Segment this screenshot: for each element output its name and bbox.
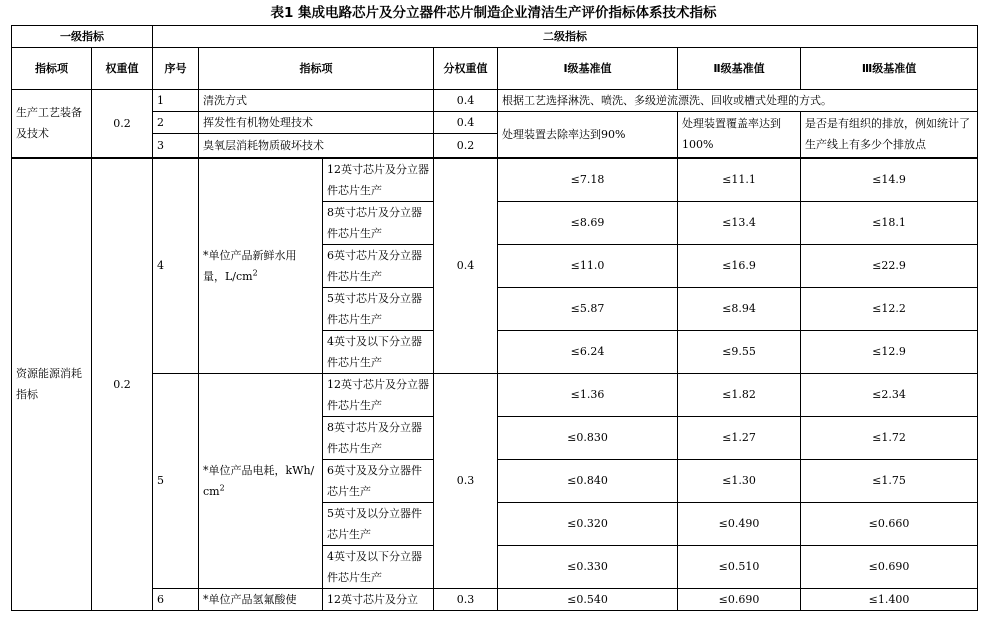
grade1-cell: ≤11.0	[498, 244, 678, 287]
header-weight: 权重值	[92, 48, 153, 90]
seq-cell: 6	[153, 588, 199, 610]
merged-grade-cell: 根据工艺选择淋洗、喷洗、多级逆流漂洗、回收或槽式处理的方式。	[498, 90, 978, 112]
header-row-1	[12, 26, 978, 48]
grade3-cell: 是否是有组织的排放，例如统计了生产线上有多少个排放点	[801, 112, 978, 158]
seq-cell: 1	[153, 90, 199, 112]
grade2-cell: ≤9.55	[678, 330, 801, 373]
item-cell	[199, 373, 323, 588]
grade1-cell: ≤1.36	[498, 373, 678, 416]
item-cell	[199, 158, 323, 374]
table-title: 表1 集成电路芯片及分立器件芯片制造企业清洁生产评价指标体系技术指标	[270, 5, 717, 21]
header-sub-weight: 分权重值	[434, 48, 498, 90]
sub-item-cell: 12英寸芯片及分立器件芯片生产	[323, 158, 434, 202]
header-sub-indicator: 指标项	[199, 48, 434, 90]
sub-weight-cell: 0.4	[434, 112, 498, 134]
grade1-cell: ≤5.87	[498, 287, 678, 330]
grade1-cell: ≤6.24	[498, 330, 678, 373]
sub-weight-cell: 0.2	[434, 134, 498, 158]
table-row	[12, 158, 978, 202]
grade2-cell: ≤0.510	[678, 545, 801, 588]
grade3-cell: ≤1.75	[801, 459, 978, 502]
grade1-cell: ≤8.69	[498, 201, 678, 244]
grade3-cell: ≤1.400	[801, 588, 978, 610]
grade3-cell: ≤2.34	[801, 373, 978, 416]
grade2-cell: ≤0.490	[678, 502, 801, 545]
grade1-cell: ≤0.540	[498, 588, 678, 610]
grade2-cell: ≤1.27	[678, 416, 801, 459]
header-grade1: Ⅰ级基准值	[498, 48, 678, 90]
header-level2: 二级指标	[153, 26, 978, 48]
indicator-table	[11, 25, 978, 611]
header-row-2	[12, 48, 978, 90]
header-indicator: 指标项	[12, 48, 92, 90]
item-cell: 挥发性有机物处理技术	[199, 112, 434, 134]
grade1-cell: ≤7.18	[498, 158, 678, 202]
seq-cell: 3	[153, 134, 199, 158]
grade3-cell: ≤0.660	[801, 502, 978, 545]
grade3-cell: ≤12.9	[801, 330, 978, 373]
grade3-cell: ≤14.9	[801, 158, 978, 202]
table-row	[12, 112, 978, 134]
item-cell: 清洗方式	[199, 90, 434, 112]
group-name: 资源能源消耗指标	[12, 158, 92, 611]
group-weight: 0.2	[92, 90, 153, 158]
item-cell: *单位产品氢氟酸使	[199, 588, 323, 610]
sub-item-cell: 6英寸及及分立器件芯片生产	[323, 459, 434, 502]
grade2-cell: ≤8.94	[678, 287, 801, 330]
table-row	[12, 373, 978, 416]
table-row	[12, 90, 978, 112]
grade3-cell: ≤12.2	[801, 287, 978, 330]
superscript: 2	[252, 267, 258, 277]
grade2-cell: ≤0.690	[678, 588, 801, 610]
grade3-cell: ≤1.72	[801, 416, 978, 459]
grade2-cell: ≤16.9	[678, 244, 801, 287]
sub-item-cell: 8英寸芯片及分立器件芯片生产	[323, 416, 434, 459]
item-cell: 臭氧层消耗物质破坏技术	[199, 134, 434, 158]
grade3-cell: ≤22.9	[801, 244, 978, 287]
header-seq: 序号	[153, 48, 199, 90]
grade1-cell: ≤0.330	[498, 545, 678, 588]
grade1-cell: ≤0.840	[498, 459, 678, 502]
seq-cell: 5	[153, 373, 199, 588]
header-grade2: Ⅱ级基准值	[678, 48, 801, 90]
grade3-cell: ≤18.1	[801, 201, 978, 244]
sub-item-cell: 12英寸芯片及分立器件芯片生产	[323, 373, 434, 416]
table-row	[12, 588, 978, 610]
grade2-cell: ≤1.82	[678, 373, 801, 416]
superscript: 2	[219, 482, 225, 492]
grade2-cell: 处理装置覆盖率达到100%	[678, 112, 801, 158]
header-level1: 一级指标	[12, 26, 153, 48]
grade1-cell: 处理装置去除率达到90%	[498, 112, 678, 158]
sub-item-cell: 6英寸芯片及分立器件芯片生产	[323, 244, 434, 287]
sub-weight-cell: 0.3	[434, 588, 498, 610]
item-name: *单位产品电耗，kWh/ cm	[203, 463, 315, 498]
grade1-cell: ≤0.830	[498, 416, 678, 459]
grade1-cell: ≤0.320	[498, 502, 678, 545]
sub-weight-cell: 0.3	[434, 373, 498, 588]
seq-cell: 2	[153, 112, 199, 134]
group-weight: 0.2	[92, 158, 153, 611]
grade2-cell: ≤11.1	[678, 158, 801, 202]
sub-item-cell: 5英寸芯片及分立器件芯片生产	[323, 287, 434, 330]
seq-cell: 4	[153, 158, 199, 374]
header-grade3: Ⅲ级基准值	[801, 48, 978, 90]
grade2-cell: ≤1.30	[678, 459, 801, 502]
sub-item-cell: 4英寸及以下分立器件芯片生产	[323, 545, 434, 588]
sub-weight-cell: 0.4	[434, 90, 498, 112]
item-name: *单位产品新鲜水用量，L/cm	[203, 248, 297, 283]
group-name: 生产工艺装备及技术	[12, 90, 92, 158]
sub-item-cell: 8英寸芯片及分立器件芯片生产	[323, 201, 434, 244]
grade3-cell: ≤0.690	[801, 545, 978, 588]
grade2-cell: ≤13.4	[678, 201, 801, 244]
sub-item-cell: 5英寸及以分立器件芯片生产	[323, 502, 434, 545]
sub-item-cell: 12英寸芯片及分立	[323, 588, 434, 610]
sub-item-cell: 4英寸及以下分立器件芯片生产	[323, 330, 434, 373]
sub-weight-cell: 0.4	[434, 158, 498, 374]
